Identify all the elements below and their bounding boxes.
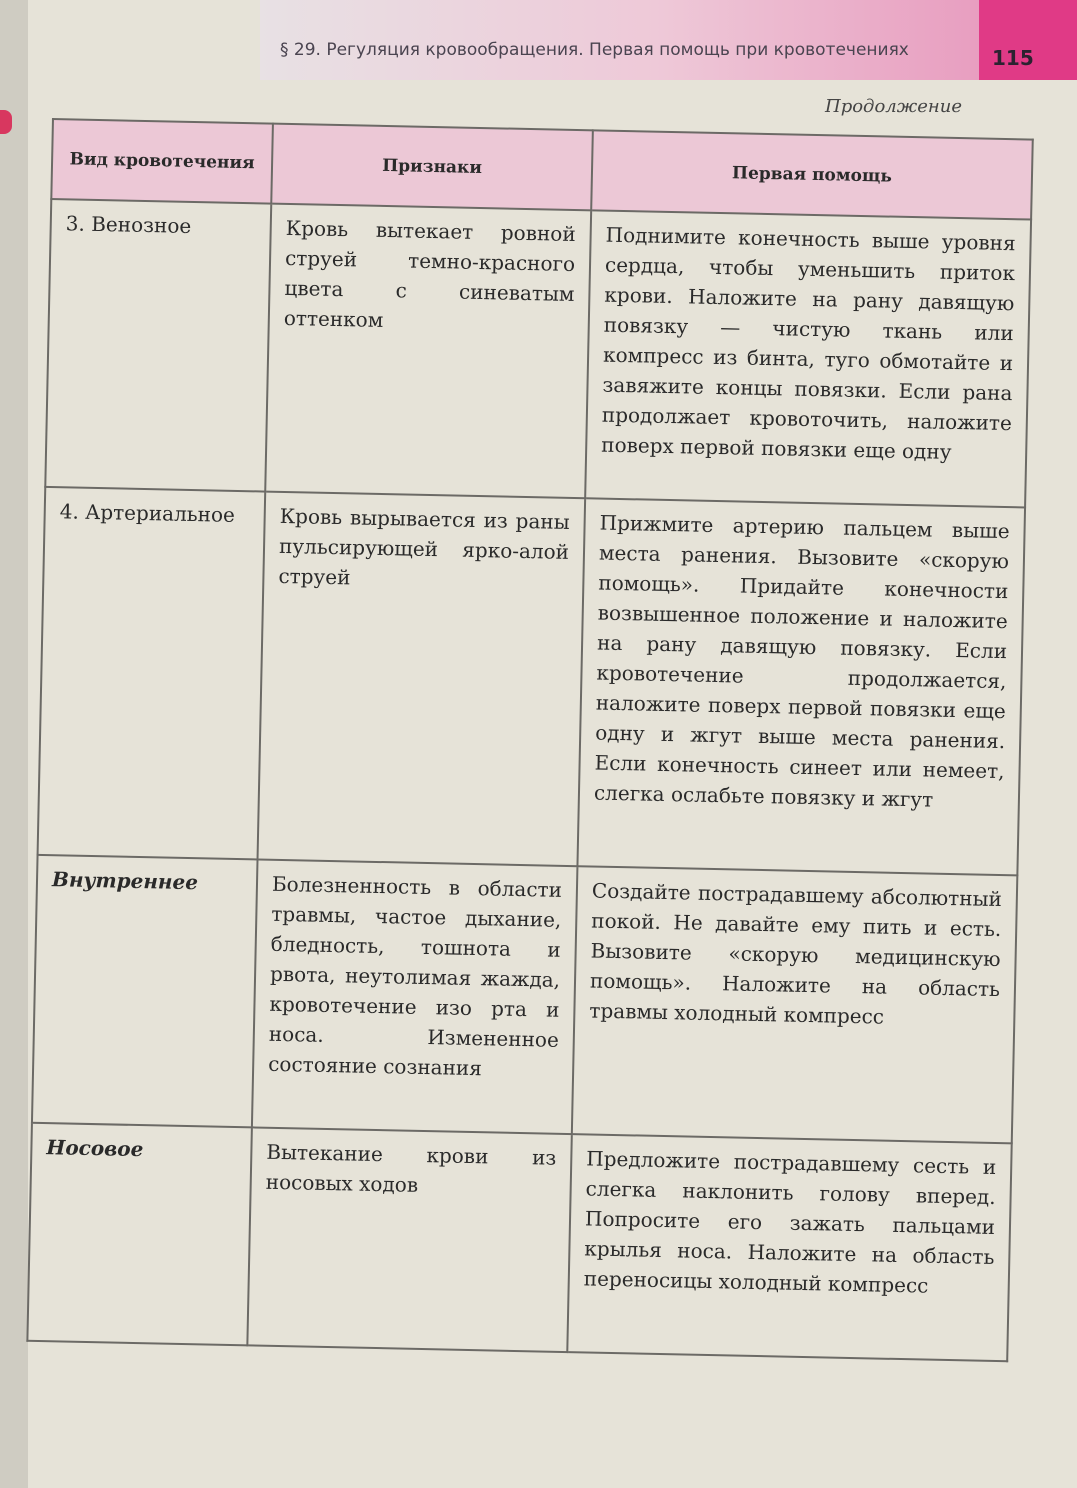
bleeding-signs: Болезненность в области травмы, частое дыхание, бледность, тошнота и рвота, неутолимая жажда, кровотечение изо рта и носа. Измененное состояние сознания xyxy=(252,859,578,1134)
column-header-signs: Признаки xyxy=(271,124,593,211)
table-row xyxy=(27,1123,1011,1361)
chapter-marker xyxy=(0,110,12,134)
first-aid-steps: Поднимите конечность выше уровня сердца, чтобы уменьшить приток крови. Наложите на рану давящую повязку — чистую ткань или компресс из бинта, туго обмотайте и завяжите концы повязки. Если рана продолжает кровоточить, наложите поверх первой повязки еще одну xyxy=(585,210,1031,507)
table-row xyxy=(32,855,1017,1143)
bleeding-signs: Вытекание крови из носовых ходов xyxy=(247,1127,571,1352)
bleeding-type: Внутреннее xyxy=(32,855,258,1128)
first-aid-steps: Прижмите артерию пальцем выше места ранения. Вызовите «скорую помощь». Придайте конечности возвышенное положение и наложите на рану давящую повязку. Если кровотечение продолжается, наложите поверх первой повязки еще одну и жгут выше места ранения. Если конечность синеет или немеет, слегка ослабьте повязку и жгут xyxy=(577,498,1025,875)
first-aid-steps: Создайте пострадавшему абсолютный покой. Не давайте ему пить и есть. Вызовите «скорую медицинскую помощь». Наложите на область травмы холодный компресс xyxy=(572,866,1018,1143)
page-number: 115 xyxy=(992,46,1034,70)
section-title: § 29. Регуляция кровообращения. Первая помощь при кровотечениях xyxy=(280,40,909,60)
book-spine-edge xyxy=(0,0,28,1488)
continuation-label: Продолжение xyxy=(825,96,962,117)
bleeding-signs: Кровь вытекает ровной струей темно-красного цвета с синеватым оттенком xyxy=(265,204,591,499)
table-row xyxy=(45,199,1031,507)
column-header-first-aid: Первая помощь xyxy=(591,130,1033,219)
bleeding-type: 4. Артериальное xyxy=(38,487,266,860)
bleeding-first-aid-table xyxy=(26,118,1033,1362)
bleeding-type: Носовое xyxy=(27,1123,252,1346)
table-row xyxy=(38,487,1025,875)
first-aid-steps: Предложите пострадавшему сесть и слегка наклонить голову вперед. Попросите его зажать пальцами крылья носа. Наложите на область переносицы холодный компресс xyxy=(567,1134,1011,1361)
column-header-type: Вид кровотечения xyxy=(51,119,273,204)
bleeding-type: 3. Венозное xyxy=(45,199,271,492)
bleeding-signs: Кровь вырывается из раны пульсирующей ярко-алой струей xyxy=(258,492,586,867)
